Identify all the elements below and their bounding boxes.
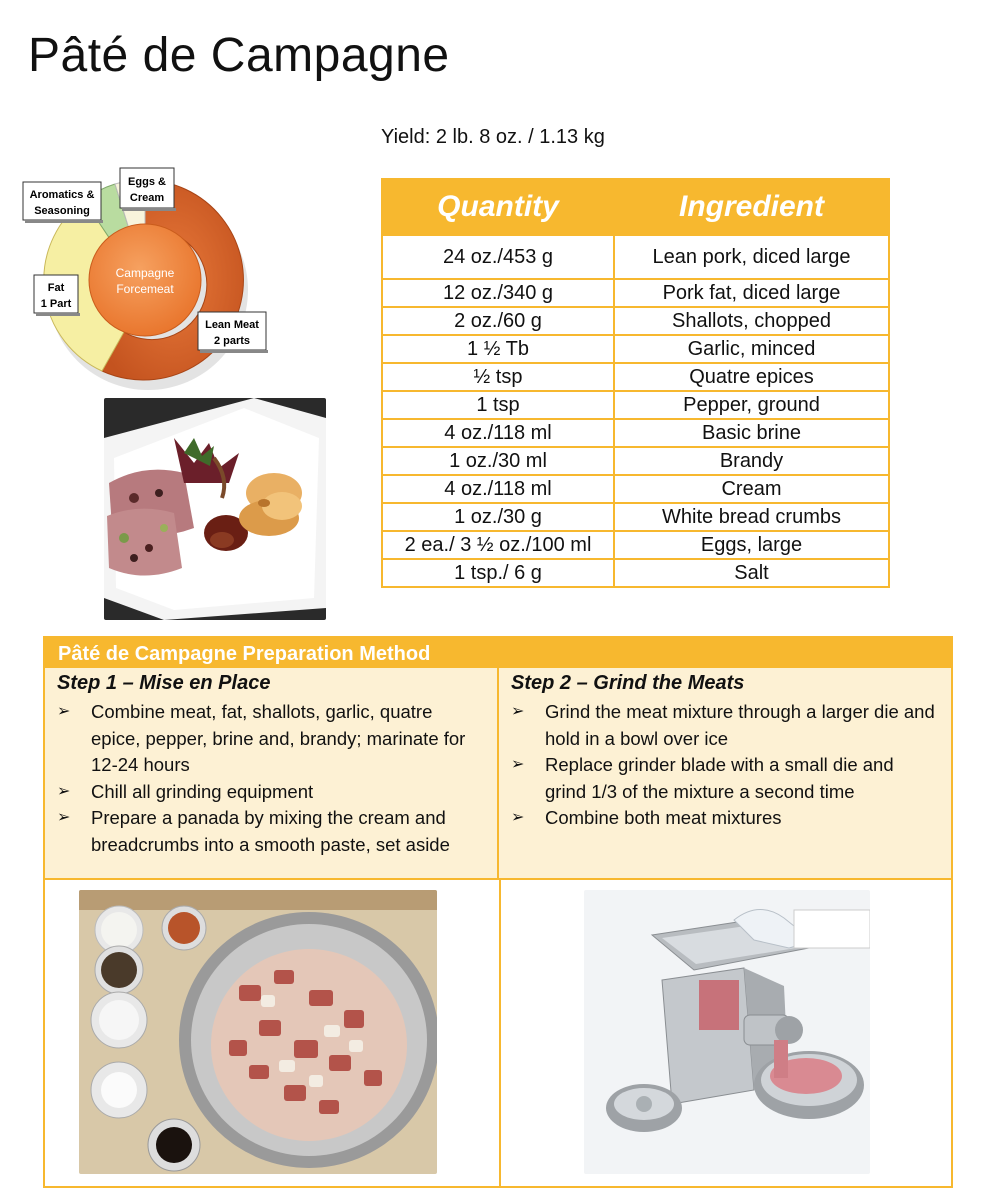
svg-text:Eggs &: Eggs & bbox=[128, 176, 166, 188]
ingredient-cell: Brandy bbox=[614, 447, 889, 475]
yield-text: Yield: 2 lb. 8 oz. / 1.13 kg bbox=[381, 126, 605, 148]
meat-grinder-photo bbox=[584, 890, 870, 1174]
quantity-cell: 12 oz./340 g bbox=[382, 279, 614, 307]
step-item-text: Chill all grinding equipment bbox=[91, 780, 314, 802]
quantity-cell: 1 tsp bbox=[382, 391, 614, 419]
table-row bbox=[382, 279, 889, 307]
ingredient-cell: Basic brine bbox=[614, 419, 889, 447]
table-row bbox=[382, 335, 889, 363]
quantity-header: Quantity bbox=[382, 179, 614, 235]
label-lean-meat bbox=[198, 312, 268, 353]
ingredient-table bbox=[381, 178, 890, 588]
label-aromatics bbox=[23, 182, 103, 223]
divider bbox=[499, 878, 501, 1188]
list-item bbox=[511, 699, 939, 752]
step-item-text: Replace grinder blade with a small die and grind 1/3 of the mixture a second time bbox=[545, 754, 894, 802]
arrow-bullet-icon: ➢ bbox=[57, 703, 71, 720]
divider bbox=[45, 878, 951, 880]
quantity-cell: 4 oz./118 ml bbox=[382, 419, 614, 447]
step1-list bbox=[57, 699, 485, 858]
quantity-cell: 4 oz./118 ml bbox=[382, 475, 614, 503]
list-item bbox=[57, 805, 485, 858]
ingredient-cell: Shallots, chopped bbox=[614, 307, 889, 335]
ingredient-cell: Pepper, ground bbox=[614, 391, 889, 419]
table-row bbox=[382, 419, 889, 447]
table-row bbox=[382, 531, 889, 559]
ingredient-cell: Garlic, minced bbox=[614, 335, 889, 363]
arrow-bullet-icon: ➢ bbox=[57, 809, 71, 826]
forcemeat-ratio-diagram bbox=[20, 160, 280, 390]
quantity-cell: 1 tsp./ 6 g bbox=[382, 559, 614, 587]
table-row bbox=[382, 475, 889, 503]
page-title: Pâté de Campagne bbox=[28, 29, 450, 82]
label-eggs-cream bbox=[120, 168, 176, 211]
list-item bbox=[511, 752, 939, 805]
list-item bbox=[57, 699, 485, 779]
svg-text:1 Part: 1 Part bbox=[40, 298, 72, 310]
step-item-text: Grind the meat mixture through a larger die and hold in a bowl over ice bbox=[545, 701, 935, 749]
arrow-bullet-icon: ➢ bbox=[511, 756, 525, 773]
table-row bbox=[382, 391, 889, 419]
ingredient-cell: Cream bbox=[614, 475, 889, 503]
table-row bbox=[382, 307, 889, 335]
quantity-cell: ½ tsp bbox=[382, 363, 614, 391]
svg-text:Fat: Fat bbox=[47, 282, 65, 294]
ingredient-header: Ingredient bbox=[614, 179, 889, 235]
step1-panel bbox=[45, 668, 499, 878]
ingredient-cell: Lean pork, diced large bbox=[614, 235, 889, 279]
mise-en-place-photo bbox=[79, 890, 437, 1174]
svg-text:Aromatics &: Aromatics & bbox=[29, 189, 95, 201]
svg-text:2 parts: 2 parts bbox=[213, 335, 251, 347]
list-item bbox=[511, 805, 939, 832]
diagram-center-line1: Campagne bbox=[115, 266, 175, 280]
ingredient-cell: Pork fat, diced large bbox=[614, 279, 889, 307]
ingredient-cell: Eggs, large bbox=[614, 531, 889, 559]
svg-text:Cream: Cream bbox=[129, 192, 165, 204]
ingredient-cell: White bread crumbs bbox=[614, 503, 889, 531]
svg-text:Lean Meat: Lean Meat bbox=[205, 319, 259, 331]
step-item-text: Combine both meat mixtures bbox=[545, 807, 782, 828]
step2-panel bbox=[499, 668, 951, 878]
step-item-text: Prepare a panada by mixing the cream and breadcrumbs into a smooth paste, set aside bbox=[91, 807, 450, 855]
table-row bbox=[382, 503, 889, 531]
list-item bbox=[57, 779, 485, 806]
ingredient-cell: Salt bbox=[614, 559, 889, 587]
step2-title: Step 2 – Grind the Meats bbox=[511, 672, 745, 694]
quantity-cell: 24 oz./453 g bbox=[382, 235, 614, 279]
arrow-bullet-icon: ➢ bbox=[57, 782, 71, 800]
arrow-bullet-icon: ➢ bbox=[511, 809, 525, 826]
table-row bbox=[382, 447, 889, 475]
label-fat bbox=[34, 275, 80, 316]
preparation-method-box bbox=[43, 636, 953, 1188]
quantity-cell: 1 oz./30 g bbox=[382, 503, 614, 531]
quantity-cell: 1 oz./30 ml bbox=[382, 447, 614, 475]
table-row bbox=[382, 235, 889, 279]
diagram-center-line2: Forcemeat bbox=[116, 282, 174, 296]
ingredient-cell: Quatre epices bbox=[614, 363, 889, 391]
method-header: Pâté de Campagne Preparation Method bbox=[45, 638, 951, 668]
quantity-cell: 2 ea./ 3 ½ oz./100 ml bbox=[382, 531, 614, 559]
quantity-cell: 1 ½ Tb bbox=[382, 335, 614, 363]
step-item-text: Combine meat, fat, shallots, garlic, quatre epice, pepper, brine and, brandy; marinate for 12-24 hours bbox=[91, 701, 466, 775]
quantity-cell: 2 oz./60 g bbox=[382, 307, 614, 335]
svg-text:Seasoning: Seasoning bbox=[34, 205, 90, 217]
arrow-bullet-icon: ➢ bbox=[511, 703, 525, 720]
table-row bbox=[382, 363, 889, 391]
plated-pate-photo bbox=[104, 398, 326, 620]
step2-list bbox=[511, 699, 939, 832]
table-row bbox=[382, 559, 889, 587]
step1-title: Step 1 – Mise en Place bbox=[57, 672, 271, 694]
